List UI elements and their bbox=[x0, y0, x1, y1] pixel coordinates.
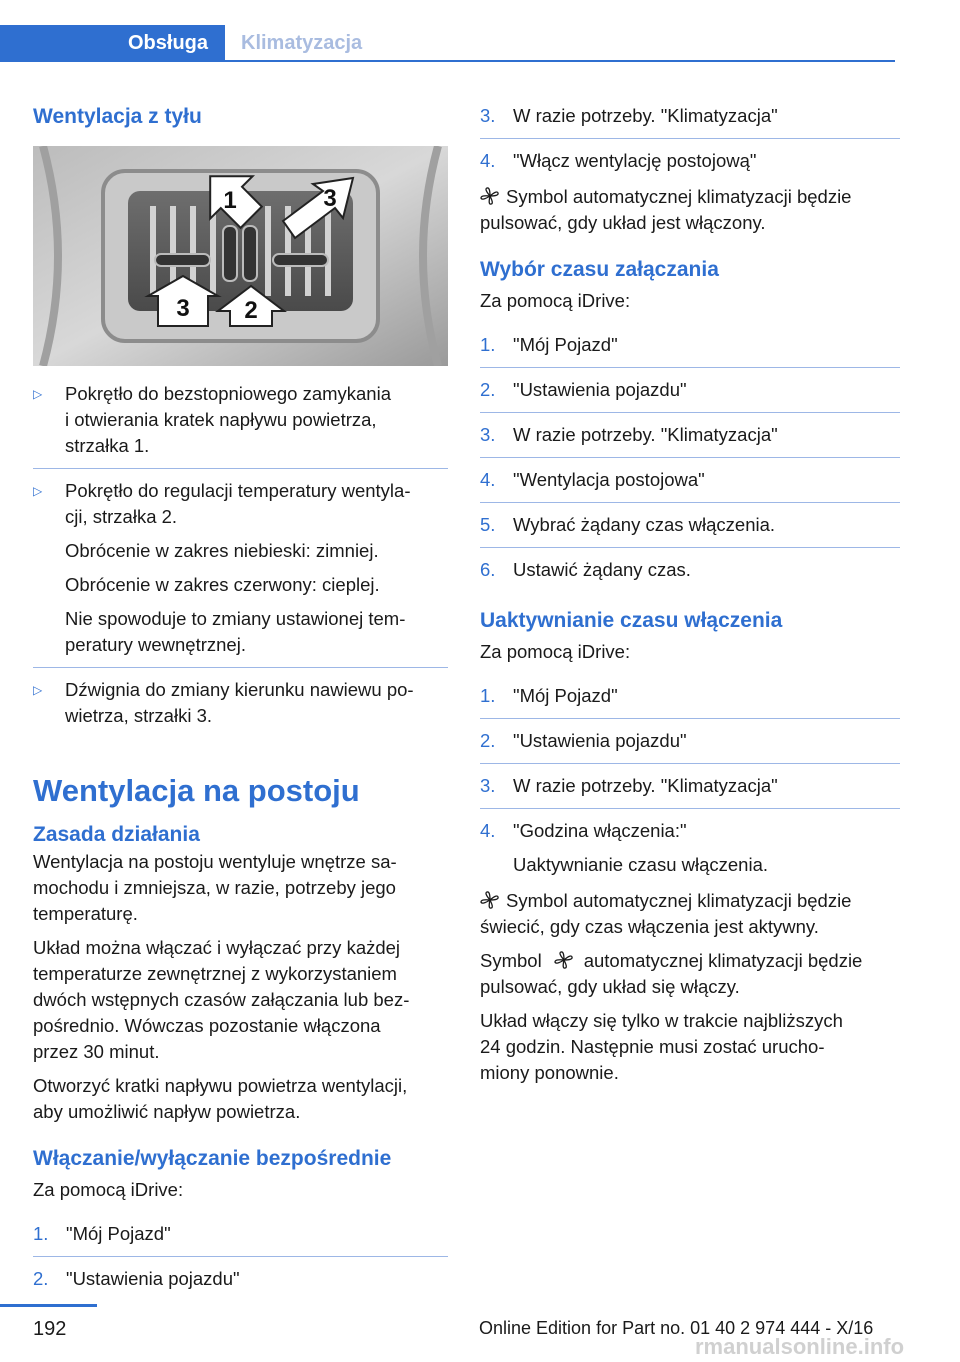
list-divider bbox=[33, 1256, 448, 1257]
watermark: rmanualsonline.info bbox=[695, 1334, 905, 1359]
note: Symbol automatycznej klimatyzacji będzie pulsować, gdy układ jest włączony. bbox=[480, 186, 852, 233]
triangle-bullet-icon: ▷ bbox=[33, 683, 43, 697]
paragraph: Układ można włączać i wyłączać przy każdej temperaturze zewnętrznej z wykorzystaniem dwóch wstępnych czasów załączania lub bez- pośrednio. Wówczas pozostanie włączona przez 30 minut. bbox=[33, 937, 410, 1062]
list-divider bbox=[480, 138, 900, 139]
page-number: 192 bbox=[33, 1318, 67, 1340]
subsection-title-principle: Zasada działania bbox=[33, 823, 200, 846]
triangle-bullet-icon: ▷ bbox=[33, 484, 43, 498]
list-item: 2. "Ustawienia pojazdu" bbox=[480, 379, 687, 400]
page-header bbox=[0, 0, 895, 62]
list-item: 3. W razie potrzeby. "Klimatyzacja" bbox=[480, 424, 778, 445]
list-divider bbox=[480, 502, 900, 503]
list-divider bbox=[480, 547, 900, 548]
tab-klimatyzacja[interactable]: Klimatyzacja bbox=[241, 32, 363, 54]
bullet-divider bbox=[33, 667, 448, 668]
arrow-label: 3 bbox=[323, 185, 337, 212]
list-item: 2. "Ustawienia pojazdu" bbox=[480, 730, 687, 751]
intro-text: Za pomocą iDrive: bbox=[480, 290, 631, 311]
list-item: 4. "Włącz wentylację postojową" bbox=[480, 150, 757, 171]
bullet-divider bbox=[33, 468, 448, 469]
list-item: 1. "Mój Pojazd" bbox=[480, 685, 618, 706]
arrow-label: 3 bbox=[176, 295, 190, 322]
numbered-list bbox=[480, 683, 900, 878]
list-item: 5. Wybrać żądany czas włączenia. bbox=[480, 514, 776, 535]
list-item: 6. Ustawić żądany czas. bbox=[480, 559, 691, 580]
list-divider bbox=[480, 412, 900, 413]
paragraph: Otworzyć kratki napływu powietrza wentylacji, aby umożliwić napływ powietrza. bbox=[33, 1075, 408, 1122]
list-item: 3. W razie potrzeby. "Klimatyzacja" bbox=[480, 105, 778, 126]
bullet-list bbox=[33, 381, 448, 729]
edition-text: Online Edition for Part no. 01 40 2 974 444 - X/16 bbox=[479, 1318, 874, 1338]
note: Symbol automatycznej klimatyzacji będzie świecić, gdy czas włączenia jest aktywny. bbox=[480, 890, 852, 937]
subsection-title-activate-time: Uaktywnianie czasu włączenia bbox=[480, 609, 783, 632]
paragraph: Układ włączy się tylko w trakcie najbliższych 24 godzin. Następnie musi zostać urucho- miony ponownie. bbox=[480, 1010, 843, 1083]
right-column bbox=[480, 100, 900, 1086]
list-item: 4. "Godzina włączenia:" Uaktywnianie czasu włączenia. bbox=[480, 820, 769, 875]
intro-text: Za pomocą iDrive: bbox=[33, 1179, 184, 1200]
subsection-title-time-select: Wybór czasu załączania bbox=[480, 258, 719, 281]
intro-text: Za pomocą iDrive: bbox=[480, 641, 631, 662]
chapter-title: Wentylacja na postoju bbox=[33, 773, 360, 808]
fan-icon bbox=[480, 187, 500, 205]
fan-icon bbox=[554, 951, 574, 969]
numbered-list bbox=[480, 332, 900, 583]
list-item: 4. "Wentylacja postojowa" bbox=[480, 469, 705, 490]
arrow-label: 1 bbox=[223, 187, 237, 214]
list-divider bbox=[480, 763, 900, 764]
header-divider bbox=[0, 60, 895, 62]
arrow-label: 2 bbox=[244, 297, 258, 324]
subsection-title-direct: Włączanie/wyłączanie bezpośrednie bbox=[33, 1147, 392, 1170]
bullet-item: ▷ Dźwignia do zmiany kierunku nawiewu po- wietrza, strzałki 3. bbox=[33, 679, 414, 726]
section-title-rear-ventilation: Wentylacja z tyłu bbox=[33, 105, 202, 128]
tab-obsluga[interactable]: Obsługa bbox=[0, 25, 225, 61]
triangle-bullet-icon: ▷ bbox=[33, 387, 43, 401]
left-column bbox=[33, 100, 448, 1292]
bullet-item: ▷ Pokrętło do bezstopniowego zamykania i otwierania kratek napływu powietrza, strzałka 1. bbox=[33, 383, 391, 456]
note: Symbol automatycznej klimatyzacji będzie pulsować, gdy układ się włączy. bbox=[480, 950, 863, 997]
numbered-list bbox=[480, 103, 900, 174]
list-item: 1. "Mój Pojazd" bbox=[33, 1223, 171, 1244]
numbered-list bbox=[33, 1221, 448, 1292]
rear-vent-photo bbox=[33, 146, 448, 366]
fan-icon bbox=[480, 891, 500, 909]
bullet-item: ▷ Pokrętło do regulacji temperatury wentyla- cji, strzałka 2. Obrócenie w zakres niebieski: zimniej. Obrócenie w zakres czerwony: cieplej. Nie spowoduje to zmiany ustawionej tem- peratury wewnętrznej. bbox=[33, 480, 411, 655]
list-item: 3. W razie potrzeby. "Klimatyzacja" bbox=[480, 775, 778, 796]
list-item: 2. "Ustawienia pojazdu" bbox=[33, 1268, 240, 1289]
list-divider bbox=[480, 718, 900, 719]
list-divider bbox=[480, 367, 900, 368]
list-divider bbox=[480, 808, 900, 809]
rear-vent-illustration bbox=[33, 146, 448, 366]
list-divider bbox=[480, 457, 900, 458]
paragraph: Wentylacja na postoju wentyluje wnętrze sa- mochodu i zmniejsza, w razie, potrzeby jego temperaturę. bbox=[33, 851, 397, 924]
footer-line bbox=[0, 1304, 97, 1307]
list-item: 1. "Mój Pojazd" bbox=[480, 334, 618, 355]
